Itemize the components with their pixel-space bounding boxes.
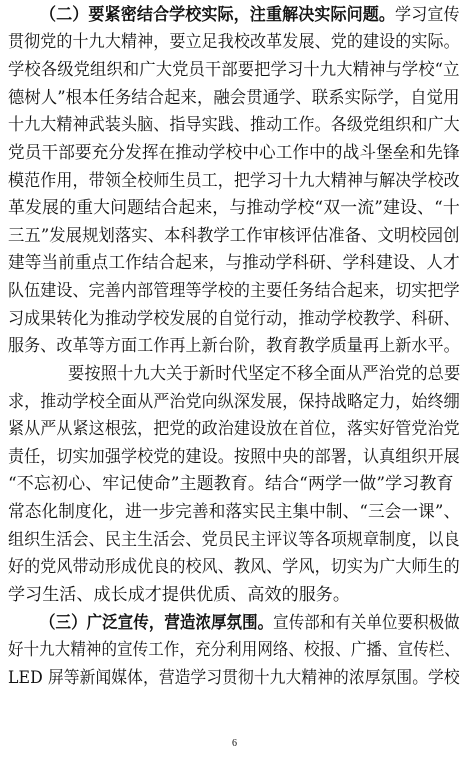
line-text: 贯彻党的十九大精神，要立足我校改革发展、党的建设的实际。 <box>8 32 460 52</box>
line-text: 三五”发展规划落实、本科教学工作审核评估准备、文明校园创 <box>8 226 460 246</box>
section-heading: （三）广泛宣传，营造浓厚氛围。 <box>40 613 274 633</box>
line-text: 十九大精神武装头脑、指导实践、推动工作。各级党组织和广大 <box>8 115 460 135</box>
text-line <box>8 115 460 135</box>
text-line <box>8 585 460 605</box>
line-text: 紧从严从紧这根弦，把党的政治建设放在首位，落实好管党治党 <box>8 419 460 439</box>
line-text: 学习宣传 <box>395 5 460 25</box>
line-text: 宣传部和有关单位要积极做 <box>273 613 460 633</box>
line-text: 好十九大精神的宣传工作，充分利用网络、校报、广播、宣传栏、 <box>8 640 460 660</box>
line-text: 要按照十九大关于新时代坚定不移全面从严治党的总要 <box>68 364 461 384</box>
text-line <box>8 447 460 467</box>
text-line <box>8 419 460 439</box>
text-line <box>8 557 460 577</box>
line-text: 常态化制度化，进一步完善和落实民主集中制、“三会一课”、 <box>8 502 461 522</box>
text-line <box>8 392 460 412</box>
text-line <box>8 198 460 218</box>
text-line <box>68 364 460 384</box>
text-line <box>8 143 460 163</box>
line-text: 好的党风带动形成优良的校风、教风、学风，切实为广大师生的 <box>8 557 460 577</box>
text-line <box>8 60 460 80</box>
line-text: “不忘初心、牢记使命”主题教育。结合“两学一做”学习教育 <box>8 474 454 494</box>
line-text: 党员干部要充分发挥在推动学校中心工作中的战斗堡垒和先锋 <box>8 143 460 163</box>
line-text: 求，推动学校全面从严治党向纵深发展，保持战略定力，始终绷 <box>8 392 460 412</box>
text-line <box>40 613 460 633</box>
line-text: 学校各级党组织和广大党员干部要把学习十九大精神与学校“立 <box>8 60 460 80</box>
line-text: 革发展的重大问题结合起来，与推动学校“双一流”建设、“十 <box>8 198 460 218</box>
line-text: 组织生活会、民主生活会、党员民主评议等各项规章制度，以良 <box>8 530 460 550</box>
text-line <box>8 530 460 550</box>
text-line <box>8 309 460 329</box>
text-line <box>8 88 460 108</box>
line-text: 责任，切实加强学校党的建设。按照中央的部署，认真组织开展 <box>8 447 460 467</box>
line-text: 队伍建设、完善内部管理等学校的主要任务结合起来，切实把学 <box>8 281 460 301</box>
text-line <box>8 281 460 301</box>
line-text: 模范作用，带领全校师生员工，把学习十九大精神与解决学校改 <box>8 171 460 191</box>
line-text: LED 屏等新闻媒体，营造学习贯彻十九大精神的浓厚氛围。学校 <box>8 668 460 688</box>
text-line <box>8 226 460 246</box>
text-line <box>8 502 460 522</box>
line-text: 建等当前重点工作结合起来，与推动学科研、学科建设、人才 <box>8 253 460 273</box>
line-text: 德树人”根本任务结合起来，融会贯通学、联系实际学，自觉用 <box>8 88 460 108</box>
text-line <box>8 640 460 660</box>
text-line <box>8 253 460 273</box>
section-heading: （二）要紧密结合学校实际，注重解决实际问题。 <box>40 5 396 25</box>
line-text: 服务、改革等方面工作再上新台阶，教育教学质量再上新水平。 <box>8 336 460 356</box>
page-number: 6 <box>232 738 237 749</box>
text-line <box>8 336 460 356</box>
text-line <box>40 5 460 25</box>
text-line <box>8 171 460 191</box>
text-line <box>8 32 460 52</box>
line-text: 学习生活、成长成才提供优质、高效的服务。 <box>8 585 350 605</box>
text-line <box>8 474 460 494</box>
line-text: 习成果转化为推动学校发展的自觉行动，推动学校教学、科研、 <box>8 309 460 329</box>
text-line <box>8 668 460 688</box>
